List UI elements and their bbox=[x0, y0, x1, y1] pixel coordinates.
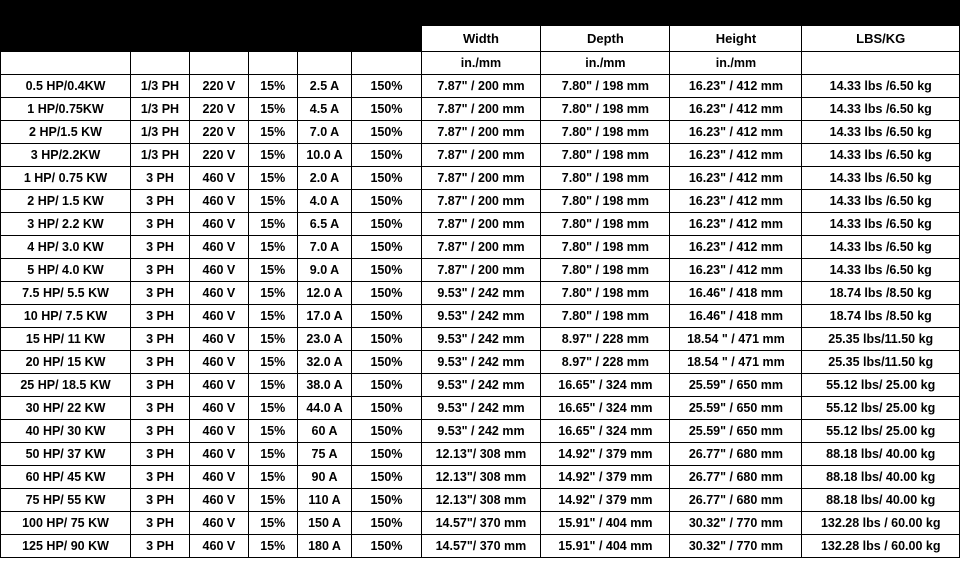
table-cell: 150% bbox=[352, 282, 421, 305]
header-overload-capacity: Capacity bbox=[352, 26, 421, 52]
header-units-voltage bbox=[189, 52, 248, 75]
table-cell: 10 HP/ 7.5 KW bbox=[1, 305, 131, 328]
table-cell: 2 HP/1.5 KW bbox=[1, 121, 131, 144]
header-voltage: Voltage bbox=[189, 1, 248, 26]
table-cell: 16.65" / 324 mm bbox=[541, 374, 670, 397]
table-cell: 88.18 lbs/ 40.00 kg bbox=[802, 466, 960, 489]
header-input: Input bbox=[297, 1, 352, 26]
table-cell: 14.33 lbs /6.50 kg bbox=[802, 121, 960, 144]
table-cell: 25 HP/ 18.5 KW bbox=[1, 374, 131, 397]
table-row bbox=[1, 535, 960, 558]
table-cell: 15 HP/ 11 KW bbox=[1, 328, 131, 351]
table-cell: 150% bbox=[352, 374, 421, 397]
header-depth: Depth bbox=[541, 26, 670, 52]
header-row-primary bbox=[1, 1, 960, 26]
table-cell: 16.23" / 412 mm bbox=[670, 98, 802, 121]
table-cell: 9.53" / 242 mm bbox=[421, 282, 541, 305]
table-row bbox=[1, 98, 960, 121]
table-cell: 9.53" / 242 mm bbox=[421, 305, 541, 328]
table-row bbox=[1, 489, 960, 512]
table-cell: 16.65" / 324 mm bbox=[541, 420, 670, 443]
table-cell: 460 V bbox=[189, 236, 248, 259]
table-cell: 15% bbox=[248, 305, 297, 328]
table-cell: 38.0 A bbox=[297, 374, 352, 397]
table-cell: 460 V bbox=[189, 443, 248, 466]
table-cell: 150% bbox=[352, 397, 421, 420]
table-cell: 15% bbox=[248, 190, 297, 213]
table-cell: 44.0 A bbox=[297, 397, 352, 420]
table-cell: 60 HP/ 45 KW bbox=[1, 466, 131, 489]
table-cell: 3 PH bbox=[131, 374, 190, 397]
header-hp-kw: HP/KW bbox=[1, 1, 131, 26]
table-row bbox=[1, 190, 960, 213]
table-cell: 220 V bbox=[189, 121, 248, 144]
table-cell: 110 A bbox=[297, 489, 352, 512]
table-cell: 150% bbox=[352, 98, 421, 121]
table-cell: 1 HP/0.75KW bbox=[1, 98, 131, 121]
table-cell: 7.87" / 200 mm bbox=[421, 144, 541, 167]
table-cell: 12.13"/ 308 mm bbox=[421, 466, 541, 489]
table-row bbox=[1, 213, 960, 236]
table-cell: 3 PH bbox=[131, 535, 190, 558]
table-cell: 14.92" / 379 mm bbox=[541, 489, 670, 512]
table-cell: 1/3 PH bbox=[131, 144, 190, 167]
table-cell: 18.54 " / 471 mm bbox=[670, 328, 802, 351]
table-cell: 150% bbox=[352, 144, 421, 167]
table-cell: 0.5 HP/0.4KW bbox=[1, 75, 131, 98]
table-cell: 3 PH bbox=[131, 512, 190, 535]
table-cell: 7.80" / 198 mm bbox=[541, 167, 670, 190]
header-units-phase bbox=[131, 52, 190, 75]
table-cell: 16.23" / 412 mm bbox=[670, 75, 802, 98]
table-cell: 3 PH bbox=[131, 236, 190, 259]
table-cell: 150% bbox=[352, 121, 421, 144]
header-units-width: in./mm bbox=[421, 52, 541, 75]
header-weight-units: LBS/KG bbox=[802, 26, 960, 52]
table-cell: 50 HP/ 37 KW bbox=[1, 443, 131, 466]
header-units-rated bbox=[248, 52, 297, 75]
table-cell: 460 V bbox=[189, 213, 248, 236]
table-cell: 460 V bbox=[189, 535, 248, 558]
header-hp-kw-sub bbox=[1, 26, 131, 52]
table-cell: 88.18 lbs/ 40.00 kg bbox=[802, 489, 960, 512]
table-cell: 15% bbox=[248, 397, 297, 420]
table-cell: 150% bbox=[352, 213, 421, 236]
table-cell: 150% bbox=[352, 236, 421, 259]
table-cell: 460 V bbox=[189, 420, 248, 443]
table-cell: 88.18 lbs/ 40.00 kg bbox=[802, 443, 960, 466]
header-height: Height bbox=[670, 26, 802, 52]
table-cell: 460 V bbox=[189, 512, 248, 535]
table-cell: 14.92" / 379 mm bbox=[541, 466, 670, 489]
table-cell: 7.80" / 198 mm bbox=[541, 144, 670, 167]
header-phase-sub bbox=[131, 26, 190, 52]
table-cell: 16.65" / 324 mm bbox=[541, 397, 670, 420]
table-cell: 220 V bbox=[189, 98, 248, 121]
table-cell: 25.35 lbs/11.50 kg bbox=[802, 351, 960, 374]
table-cell: 55.12 lbs/ 25.00 kg bbox=[802, 374, 960, 397]
table-cell: 1/3 PH bbox=[131, 98, 190, 121]
table-cell: 15% bbox=[248, 282, 297, 305]
table-row bbox=[1, 305, 960, 328]
header-units-weight bbox=[802, 52, 960, 75]
table-cell: 14.33 lbs /6.50 kg bbox=[802, 236, 960, 259]
table-cell: 9.53" / 242 mm bbox=[421, 374, 541, 397]
table-cell: 3 PH bbox=[131, 167, 190, 190]
header-row-secondary bbox=[1, 26, 960, 52]
header-rated-tolerance: (+/-) bbox=[248, 26, 297, 52]
table-cell: 460 V bbox=[189, 466, 248, 489]
table-cell: 90 A bbox=[297, 466, 352, 489]
table-cell: 60 A bbox=[297, 420, 352, 443]
table-cell: 7.87" / 200 mm bbox=[421, 167, 541, 190]
table-cell: 9.53" / 242 mm bbox=[421, 420, 541, 443]
table-cell: 460 V bbox=[189, 190, 248, 213]
table-row bbox=[1, 420, 960, 443]
table-cell: 7.80" / 198 mm bbox=[541, 282, 670, 305]
table-cell: 15% bbox=[248, 443, 297, 466]
table-cell: 15% bbox=[248, 98, 297, 121]
table-cell: 16.23" / 412 mm bbox=[670, 213, 802, 236]
table-cell: 150% bbox=[352, 535, 421, 558]
table-cell: 150% bbox=[352, 167, 421, 190]
table-cell: 3 PH bbox=[131, 443, 190, 466]
table-cell: 3 PH bbox=[131, 259, 190, 282]
table-cell: 7.80" / 198 mm bbox=[541, 121, 670, 144]
table-cell: 15% bbox=[248, 351, 297, 374]
table-cell: 25.59" / 650 mm bbox=[670, 397, 802, 420]
header-dimensions: Dimensions bbox=[421, 1, 802, 26]
table-cell: 15% bbox=[248, 466, 297, 489]
table-cell: 30.32" / 770 mm bbox=[670, 535, 802, 558]
table-cell: 40 HP/ 30 KW bbox=[1, 420, 131, 443]
table-cell: 6.5 A bbox=[297, 213, 352, 236]
table-header bbox=[1, 1, 960, 75]
table-cell: 460 V bbox=[189, 328, 248, 351]
table-cell: 7.87" / 200 mm bbox=[421, 121, 541, 144]
table-cell: 7.80" / 198 mm bbox=[541, 236, 670, 259]
table-cell: 460 V bbox=[189, 374, 248, 397]
table-cell: 26.77" / 680 mm bbox=[670, 443, 802, 466]
table-row bbox=[1, 397, 960, 420]
table-row bbox=[1, 351, 960, 374]
table-cell: 25.35 lbs/11.50 kg bbox=[802, 328, 960, 351]
header-weight: Weight bbox=[802, 1, 960, 26]
table-cell: 12.0 A bbox=[297, 282, 352, 305]
table-cell: 9.53" / 242 mm bbox=[421, 397, 541, 420]
table-cell: 14.57"/ 370 mm bbox=[421, 512, 541, 535]
table-cell: 150% bbox=[352, 75, 421, 98]
table-cell: 20 HP/ 15 KW bbox=[1, 351, 131, 374]
table-cell: 16.23" / 412 mm bbox=[670, 190, 802, 213]
table-cell: 12.13"/ 308 mm bbox=[421, 489, 541, 512]
table-cell: 25.59" / 650 mm bbox=[670, 374, 802, 397]
table-cell: 150% bbox=[352, 512, 421, 535]
table-cell: 220 V bbox=[189, 144, 248, 167]
table-cell: 75 HP/ 55 KW bbox=[1, 489, 131, 512]
table-cell: 7.80" / 198 mm bbox=[541, 190, 670, 213]
table-cell: 460 V bbox=[189, 167, 248, 190]
table-cell: 7.5 HP/ 5.5 KW bbox=[1, 282, 131, 305]
table-cell: 7.87" / 200 mm bbox=[421, 236, 541, 259]
table-cell: 460 V bbox=[189, 489, 248, 512]
table-cell: 26.77" / 680 mm bbox=[670, 466, 802, 489]
table-cell: 8.97" / 228 mm bbox=[541, 351, 670, 374]
table-cell: 7.80" / 198 mm bbox=[541, 305, 670, 328]
table-cell: 7.87" / 200 mm bbox=[421, 259, 541, 282]
table-cell: 9.53" / 242 mm bbox=[421, 351, 541, 374]
table-cell: 14.57"/ 370 mm bbox=[421, 535, 541, 558]
table-cell: 15% bbox=[248, 144, 297, 167]
table-cell: 150% bbox=[352, 420, 421, 443]
table-cell: 7.80" / 198 mm bbox=[541, 98, 670, 121]
header-phase: Phase bbox=[131, 1, 190, 26]
table-cell: 18.74 lbs /8.50 kg bbox=[802, 305, 960, 328]
table-cell: 150% bbox=[352, 190, 421, 213]
table-cell: 16.46" / 418 mm bbox=[670, 282, 802, 305]
table-row bbox=[1, 328, 960, 351]
table-row bbox=[1, 259, 960, 282]
table-cell: 15% bbox=[248, 328, 297, 351]
table-cell: 32.0 A bbox=[297, 351, 352, 374]
table-cell: 15% bbox=[248, 489, 297, 512]
header-units-hp-kw bbox=[1, 52, 131, 75]
table-cell: 7.80" / 198 mm bbox=[541, 75, 670, 98]
table-cell: 15% bbox=[248, 420, 297, 443]
table-cell: 14.33 lbs /6.50 kg bbox=[802, 167, 960, 190]
table-row bbox=[1, 144, 960, 167]
table-cell: 75 A bbox=[297, 443, 352, 466]
table-cell: 150% bbox=[352, 328, 421, 351]
table-cell: 15% bbox=[248, 213, 297, 236]
table-cell: 100 HP/ 75 KW bbox=[1, 512, 131, 535]
header-row-units bbox=[1, 52, 960, 75]
table-cell: 14.92" / 379 mm bbox=[541, 443, 670, 466]
table-row bbox=[1, 167, 960, 190]
table-cell: 3 PH bbox=[131, 351, 190, 374]
table-cell: 7.0 A bbox=[297, 236, 352, 259]
table-cell: 30 HP/ 22 KW bbox=[1, 397, 131, 420]
table-cell: 4.5 A bbox=[297, 98, 352, 121]
table-cell: 9.0 A bbox=[297, 259, 352, 282]
table-cell: 3 HP/ 2.2 KW bbox=[1, 213, 131, 236]
table-cell: 1 HP/ 0.75 KW bbox=[1, 167, 131, 190]
table-cell: 150% bbox=[352, 351, 421, 374]
table-cell: 7.87" / 200 mm bbox=[421, 213, 541, 236]
table-cell: 7.0 A bbox=[297, 121, 352, 144]
table-cell: 18.54 " / 471 mm bbox=[670, 351, 802, 374]
table-cell: 3 PH bbox=[131, 190, 190, 213]
table-cell: 7.87" / 200 mm bbox=[421, 98, 541, 121]
table-cell: 15% bbox=[248, 535, 297, 558]
table-cell: 4.0 A bbox=[297, 190, 352, 213]
table-row bbox=[1, 121, 960, 144]
table-cell: 3 PH bbox=[131, 466, 190, 489]
table-cell: 12.13"/ 308 mm bbox=[421, 443, 541, 466]
table-cell: 3 PH bbox=[131, 489, 190, 512]
table-cell: 10.0 A bbox=[297, 144, 352, 167]
table-cell: 5 HP/ 4.0 KW bbox=[1, 259, 131, 282]
table-cell: 15% bbox=[248, 259, 297, 282]
table-row bbox=[1, 512, 960, 535]
table-cell: 132.28 lbs / 60.00 kg bbox=[802, 512, 960, 535]
header-units-input bbox=[297, 52, 352, 75]
table-cell: 55.12 lbs/ 25.00 kg bbox=[802, 420, 960, 443]
table-cell: 18.74 lbs /8.50 kg bbox=[802, 282, 960, 305]
table-cell: 3 HP/2.2KW bbox=[1, 144, 131, 167]
table-cell: 16.23" / 412 mm bbox=[670, 144, 802, 167]
table-cell: 7.87" / 200 mm bbox=[421, 75, 541, 98]
table-cell: 3 PH bbox=[131, 213, 190, 236]
table-cell: 460 V bbox=[189, 282, 248, 305]
table-cell: 2 HP/ 1.5 KW bbox=[1, 190, 131, 213]
table-cell: 16.23" / 412 mm bbox=[670, 121, 802, 144]
header-units-overload bbox=[352, 52, 421, 75]
table-cell: 15.91" / 404 mm bbox=[541, 535, 670, 558]
table-cell: 150% bbox=[352, 489, 421, 512]
table-row bbox=[1, 466, 960, 489]
table-cell: 7.87" / 200 mm bbox=[421, 190, 541, 213]
table-cell: 15.91" / 404 mm bbox=[541, 512, 670, 535]
table-cell: 4 HP/ 3.0 KW bbox=[1, 236, 131, 259]
table-cell: 220 V bbox=[189, 75, 248, 98]
header-rated: Rated bbox=[248, 1, 297, 26]
table-cell: 14.33 lbs /6.50 kg bbox=[802, 213, 960, 236]
table-cell: 460 V bbox=[189, 305, 248, 328]
table-cell: 460 V bbox=[189, 397, 248, 420]
table-cell: 25.59" / 650 mm bbox=[670, 420, 802, 443]
table-cell: 14.33 lbs /6.50 kg bbox=[802, 98, 960, 121]
table-cell: 9.53" / 242 mm bbox=[421, 328, 541, 351]
table-row bbox=[1, 282, 960, 305]
table-cell: 7.80" / 198 mm bbox=[541, 259, 670, 282]
table-cell: 7.80" / 198 mm bbox=[541, 213, 670, 236]
table-cell: 15% bbox=[248, 75, 297, 98]
table-row bbox=[1, 236, 960, 259]
table-cell: 15% bbox=[248, 167, 297, 190]
table-cell: 2.0 A bbox=[297, 167, 352, 190]
table-cell: 14.33 lbs /6.50 kg bbox=[802, 259, 960, 282]
table-cell: 26.77" / 680 mm bbox=[670, 489, 802, 512]
table-cell: 180 A bbox=[297, 535, 352, 558]
header-units-depth: in./mm bbox=[541, 52, 670, 75]
table-cell: 3 PH bbox=[131, 397, 190, 420]
table-cell: 1/3 PH bbox=[131, 121, 190, 144]
table-row bbox=[1, 75, 960, 98]
table-cell: 1/3 PH bbox=[131, 75, 190, 98]
table-cell: 23.0 A bbox=[297, 328, 352, 351]
table-cell: 15% bbox=[248, 121, 297, 144]
table-cell: 2.5 A bbox=[297, 75, 352, 98]
table-cell: 14.33 lbs /6.50 kg bbox=[802, 75, 960, 98]
table-cell: 16.23" / 412 mm bbox=[670, 167, 802, 190]
table-row bbox=[1, 374, 960, 397]
header-overload: Overload bbox=[352, 1, 421, 26]
table-cell: 14.33 lbs /6.50 kg bbox=[802, 190, 960, 213]
table-cell: 150 A bbox=[297, 512, 352, 535]
table-cell: 150% bbox=[352, 305, 421, 328]
table-cell: 16.46" / 418 mm bbox=[670, 305, 802, 328]
table-cell: 15% bbox=[248, 236, 297, 259]
table-body bbox=[1, 75, 960, 558]
table-cell: 16.23" / 412 mm bbox=[670, 259, 802, 282]
table-cell: 8.97" / 228 mm bbox=[541, 328, 670, 351]
table-cell: 3 PH bbox=[131, 420, 190, 443]
header-units-height: in./mm bbox=[670, 52, 802, 75]
header-voltage-units: Volts bbox=[189, 26, 248, 52]
header-input-amps: Amps bbox=[297, 26, 352, 52]
table-cell: 460 V bbox=[189, 351, 248, 374]
table-cell: 55.12 lbs/ 25.00 kg bbox=[802, 397, 960, 420]
table-cell: 3 PH bbox=[131, 328, 190, 351]
table-cell: 150% bbox=[352, 466, 421, 489]
header-width: Width bbox=[421, 26, 541, 52]
table-cell: 17.0 A bbox=[297, 305, 352, 328]
table-cell: 150% bbox=[352, 259, 421, 282]
table-cell: 30.32" / 770 mm bbox=[670, 512, 802, 535]
table-cell: 125 HP/ 90 KW bbox=[1, 535, 131, 558]
table-cell: 15% bbox=[248, 512, 297, 535]
table-cell: 15% bbox=[248, 374, 297, 397]
table-row bbox=[1, 443, 960, 466]
table-cell: 14.33 lbs /6.50 kg bbox=[802, 144, 960, 167]
table-cell: 460 V bbox=[189, 259, 248, 282]
table-cell: 16.23" / 412 mm bbox=[670, 236, 802, 259]
table-cell: 132.28 lbs / 60.00 kg bbox=[802, 535, 960, 558]
table-cell: 150% bbox=[352, 443, 421, 466]
table-cell: 3 PH bbox=[131, 305, 190, 328]
table-cell: 3 PH bbox=[131, 282, 190, 305]
